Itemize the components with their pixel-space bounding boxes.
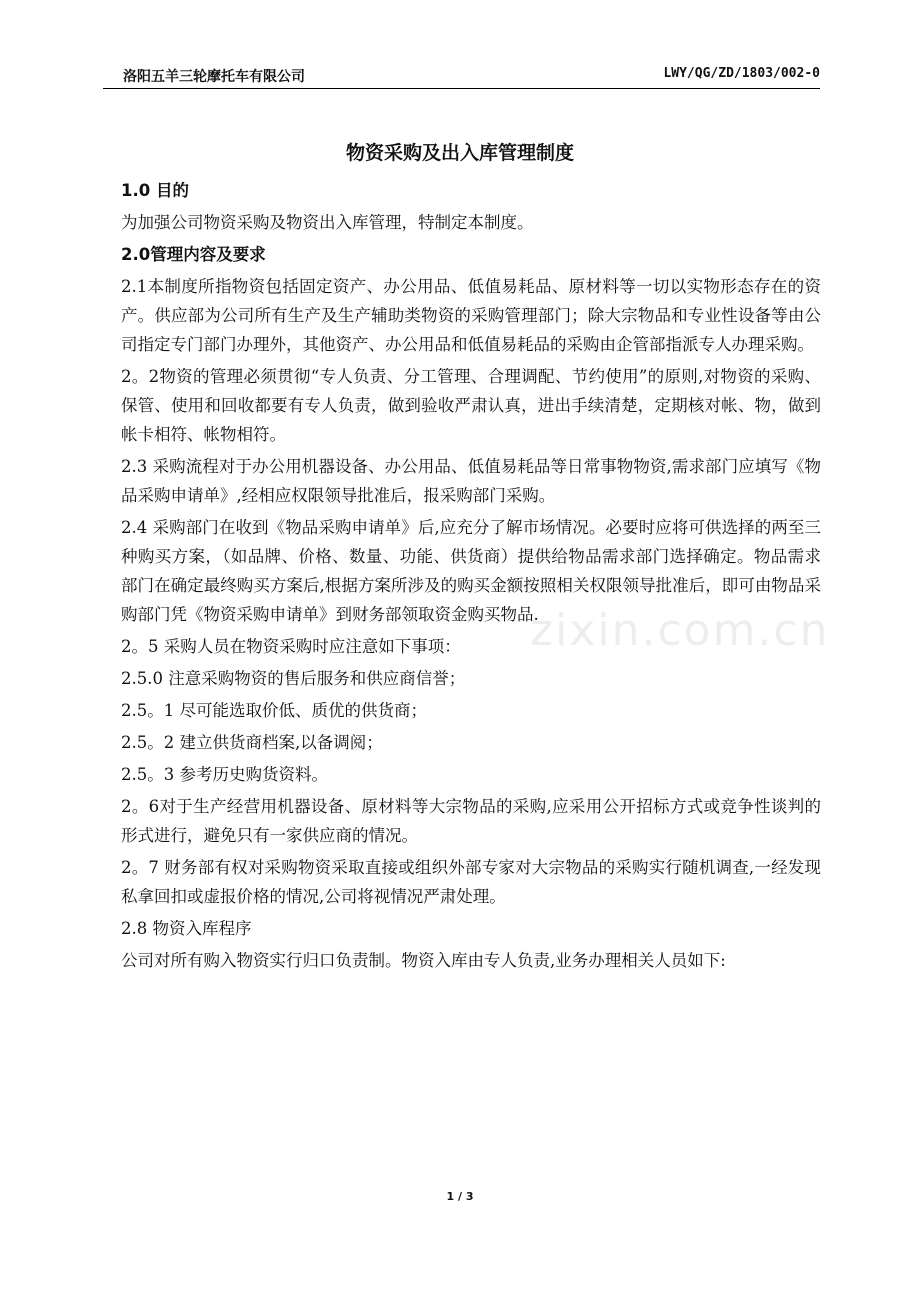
page-number: 1 / 3 (446, 1190, 474, 1203)
paragraph: 2.1本制度所指物资包括固定资产、办公用品、低值易耗品、原材料等一切以实物形态存在的资产。供应部为公司所有生产及生产辅助类物资的采购管理部门；除大宗物品和专业性设备等由公司指定专门部门办理外，其他资产、办公用品和低值易耗品的采购由企管部指派专人办理采购。 (121, 277, 821, 354)
document-body (121, 176, 821, 978)
paragraph: 2.5。2 建立供货商档案,以备调阅； (121, 733, 383, 752)
paragraph: 2。6对于生产经营用机器设备、原材料等大宗物品的采购,应采用公开招标方式或竞争性谈判的形式进行，避免只有一家供应商的情况。 (121, 797, 821, 845)
watermark: zixin.com.cn (530, 605, 830, 656)
paragraph: 2.5。1 尽可能选取价低、质优的供货商； (121, 701, 427, 720)
paragraph: 2.4 采购部门在收到《物品采购申请单》后,应充分了解市场情况。必要时应将可供选择的两至三种购买方案，（如品牌、价格、数量、功能、供货商）提供给物品需求部门选择确定。物品需求部门在确定最终购买方案后,根据方案所涉及的购买金额按照相关权限领导批准后，即可由物品采购部门凭《物资采购申请单》到财务部领取资金购买物品. (121, 518, 821, 624)
paragraph: 2.8 物资入库程序 (121, 919, 252, 938)
company-name: 洛阳五羊三轮摩托车有限公司 (123, 69, 305, 85)
paragraph: 2。5 采购人员在物资采购时应注意如下事项： (121, 637, 461, 656)
paragraph: 2.5。3 参考历史购货资料。 (121, 765, 328, 784)
page-header (103, 62, 820, 89)
section-heading: 1.0 目的 (121, 181, 189, 200)
paragraph: 为加强公司物资采购及物资出入库管理，特制定本制度。 (121, 213, 534, 232)
document-title: 物资采购及出入库管理制度 (345, 142, 574, 164)
paragraph: 2。7 财务部有权对采购物资采取直接或组织外部专家对大宗物品的采购实行随机调查,一经发现私拿回扣或虚报价格的情况,公司将视情况严肃处理。 (121, 858, 821, 906)
paragraph: 2。2物资的管理必须贯彻“专人负责、分工管理、合理调配、节约使用”的原则,对物资的采购、保管、使用和回收都要有专人负责，做到验收严肃认真，进出手续清楚，定期核对帐、物，做到帐卡相符、帐物相符。 (121, 367, 821, 444)
paragraph: 公司对所有购入物资实行归口负责制。物资入库由专人负责,业务办理相关人员如下: (121, 951, 726, 970)
section-heading: 2.0管理内容及要求 (121, 245, 266, 264)
document-number: LWY/QG/ZD/1803/002-0 (663, 66, 820, 81)
paragraph: 2.5.0 注意采购物资的售后服务和供应商信誉； (121, 669, 466, 688)
paragraph: 2.3 采购流程对于办公用机器设备、办公用品、低值易耗品等日常事物物资,需求部门应填写《物品采购申请单》,经相应权限领导批准后，报采购部门采购。 (121, 457, 821, 505)
